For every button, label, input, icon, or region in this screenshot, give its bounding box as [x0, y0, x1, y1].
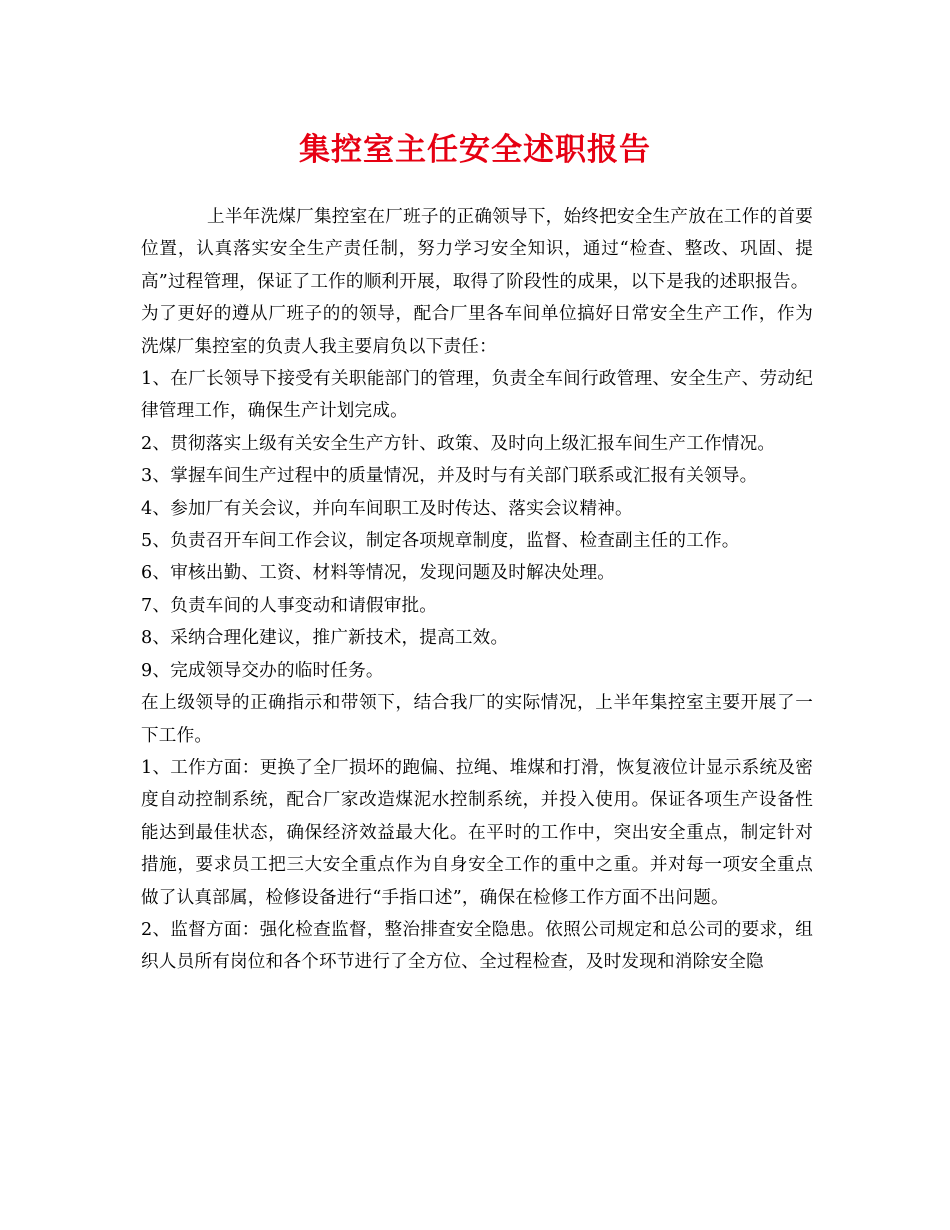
document-title: 集控室主任安全述职报告 [299, 132, 651, 168]
list-item: 9、完成领导交办的临时任务。 [141, 660, 384, 681]
paragraph-work-intro: 在上级领导的正确指示和带领下，结合我厂的实际情况，上半年集控室主要开展了一下工作。 [141, 693, 813, 746]
document-body [141, 201, 813, 979]
list-item: 4、参加厂有关会议，并向车间职工及时传达、落实会议精神。 [141, 498, 633, 519]
list-item: 5、负责召开车间工作会议，制定各项规章制度，监督、检查副主任的工作。 [141, 531, 740, 552]
list-item: 3、掌握车间生产过程中的质量情况，并及时与有关部门联系或汇报有关领导。 [141, 466, 758, 487]
list-item: 6、审核出勤、工资、材料等情况，发现问题及时解决处理。 [141, 563, 616, 584]
list-item: 8、采纳合理化建议，推广新技术，提高工效。 [141, 628, 509, 649]
paragraph-intro: 上半年洗煤厂集控室在厂班子的正确领导下，始终把安全生产放在工作的首要位置，认真落实安全生产责任制，努力学习安全知识，通过“检查、整改、巩固、提高”过程管理，保证了工作的顺利开展，取得了阶段性的成果，以下是我的述职报告。 [141, 207, 813, 292]
paragraph-responsibility-intro: 为了更好的遵从厂班子的的领导，配合厂里各车间单位搞好日常安全生产工作，作为洗煤厂集控室的负责人我主要肩负以下责任： [141, 304, 813, 357]
list-item: 2、监督方面：强化检查监督，整治排查安全隐患。依照公司规定和总公司的要求，组织人员所有岗位和各个环节进行了全方位、全过程检查，及时发现和消除安全隐 [141, 919, 813, 973]
list-item: 1、在厂长领导下接受有关职能部门的管理，负责全车间行政管理、安全生产、劳动纪律管理工作，确保生产计划完成。 [141, 369, 813, 422]
list-item: 1、工作方面：更换了全厂损坏的跑偏、拉绳、堆煤和打滑，恢复液位计显示系统及密度自动控制系统，配合厂家改造煤泥水控制系统，并投入使用。保证各项生产设备性能达到最佳状态，确保经济效益最大化。在平时的工作中，突出安全重点，制定针对措施，要求员工把三大安全重点作为自身安全工作的重中之重。并对每一项安全重点做了认真部属，检修设备进行“手指口述”，确保在检修工作方面不出问题。 [141, 757, 813, 908]
list-item: 2、贯彻落实上级有关安全生产方针、政策、及时向上级汇报车间生产工作情况。 [141, 433, 776, 454]
list-item: 7、负责车间的人事变动和请假审批。 [141, 595, 438, 616]
